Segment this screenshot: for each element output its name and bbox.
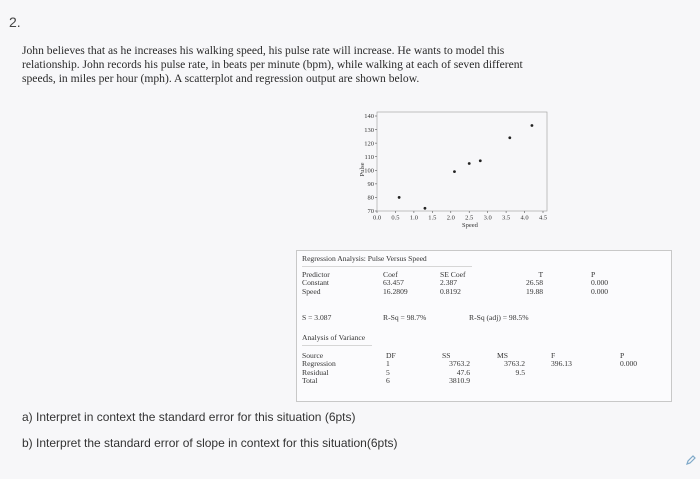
- se-coef-column: [440, 271, 466, 296]
- pencil-icon: [685, 454, 697, 469]
- df-column: [386, 352, 396, 386]
- anova-p-header: P: [620, 351, 625, 360]
- ss-cell: 3810.9: [449, 376, 470, 386]
- x-tick-label: 1.0: [409, 214, 418, 222]
- source-cell: Regression: [302, 359, 336, 369]
- x-tick-label: 4.5: [538, 214, 548, 222]
- std-error-s: S = 3.087: [302, 313, 332, 322]
- y-tick-label: 100: [364, 167, 374, 175]
- df-header: DF: [386, 351, 396, 360]
- f-column: [551, 352, 572, 369]
- p-cell: 0.000: [591, 278, 609, 288]
- plot-frame: [377, 112, 547, 211]
- data-point: [479, 159, 482, 162]
- x-axis-label: Speed: [462, 222, 478, 229]
- y-tick-label: 70: [367, 208, 374, 216]
- anova-p-column: [620, 352, 637, 369]
- y-tick-label: 80: [367, 194, 374, 202]
- x-tick-label: 3.5: [502, 214, 511, 222]
- y-tick-label: 140: [364, 113, 374, 121]
- predictor-header: Predictor: [302, 270, 330, 279]
- source-column: [302, 352, 336, 386]
- coef-cell: 16.2809: [383, 286, 408, 296]
- coef-cell: 63.457: [383, 278, 404, 288]
- data-point: [531, 124, 534, 127]
- y-axis-label: Pulse: [359, 162, 366, 177]
- t-cell: 26.58: [526, 278, 544, 288]
- ss-cell: 3763.2: [449, 359, 470, 369]
- ss-header: SS: [442, 351, 451, 360]
- predictor-cell: Speed: [302, 286, 321, 296]
- coef-header: Coef: [383, 270, 398, 279]
- data-point: [468, 162, 471, 165]
- question-intro: [22, 44, 582, 86]
- ms-column: [497, 352, 525, 377]
- p-cell: 0.000: [591, 286, 609, 296]
- ms-cell: 3763.2: [504, 359, 525, 369]
- df-cell: 5: [386, 367, 390, 377]
- intro-line: John believes that as he increases his walking speed, his pulse rate will increase. He wants to model this: [22, 44, 505, 57]
- df-cell: 6: [386, 376, 390, 386]
- f-cell: 396.13: [551, 359, 572, 369]
- anova-title: Analysis of Variance: [302, 333, 366, 342]
- regression-title: Regression Analysis: Pulse Versus Speed: [302, 254, 427, 263]
- y-tick-label: 120: [364, 140, 374, 148]
- predictor-column: [302, 271, 330, 296]
- regression-output: [296, 250, 672, 402]
- x-tick-label: 1.5: [428, 214, 437, 222]
- ms-header: MS: [497, 351, 508, 360]
- y-tick-label: 130: [364, 126, 374, 134]
- p-column: [591, 271, 608, 296]
- x-tick-label: 4.0: [520, 214, 529, 222]
- x-tick-label: 2.0: [446, 214, 455, 222]
- se-coef-header: SE Coef: [440, 270, 466, 279]
- ss-cell: 47.6: [456, 367, 470, 377]
- question-b: b) Interpret the standard error of slope in context for this situation(6pts): [22, 436, 398, 450]
- source-cell: Residual: [302, 367, 329, 377]
- divider: [302, 345, 372, 346]
- f-header: F: [551, 351, 556, 360]
- se-coef-cell: 0.8192: [440, 286, 461, 296]
- y-tick-label: 90: [367, 181, 374, 189]
- source-cell: Total: [302, 376, 318, 386]
- intro-line: relationship. John records his pulse rate, in beats per minute (bpm), while walking at each of seven different: [22, 58, 523, 71]
- df-cell: 1: [386, 359, 390, 369]
- r-squared-adj: R-Sq (adj) = 98.5%: [469, 313, 529, 322]
- intro-line: speeds, in miles per hour (mph). A scatterplot and regression output are shown below.: [22, 72, 420, 85]
- t-header: T: [538, 270, 544, 279]
- x-tick-label: 0.0: [372, 214, 382, 222]
- scatterplot: [358, 108, 558, 238]
- x-tick-label: 0.5: [391, 214, 400, 222]
- p-header: P: [591, 270, 596, 279]
- data-point: [424, 207, 427, 210]
- data-point: [453, 170, 456, 173]
- ms-cell: 9.5: [515, 367, 525, 377]
- data-point: [508, 136, 511, 139]
- y-tick-label: 110: [364, 153, 374, 161]
- r-squared: R-Sq = 98.7%: [383, 313, 427, 322]
- t-cell: 19.88: [526, 286, 544, 296]
- predictor-cell: Constant: [302, 278, 330, 288]
- source-header: Source: [302, 351, 324, 360]
- x-tick-label: 2.5: [465, 214, 474, 222]
- question-a: a) Interpret in context the standard error for this situation (6pts): [22, 410, 356, 424]
- coef-column: [383, 271, 408, 296]
- anova-p-cell: 0.000: [620, 359, 638, 369]
- question-number: 2.: [9, 14, 21, 30]
- ss-column: [442, 352, 470, 386]
- se-coef-cell: 2.387: [440, 278, 458, 288]
- t-column: [526, 271, 543, 296]
- x-tick-label: 3.0: [483, 214, 492, 222]
- data-point: [398, 196, 401, 199]
- divider: [302, 266, 472, 267]
